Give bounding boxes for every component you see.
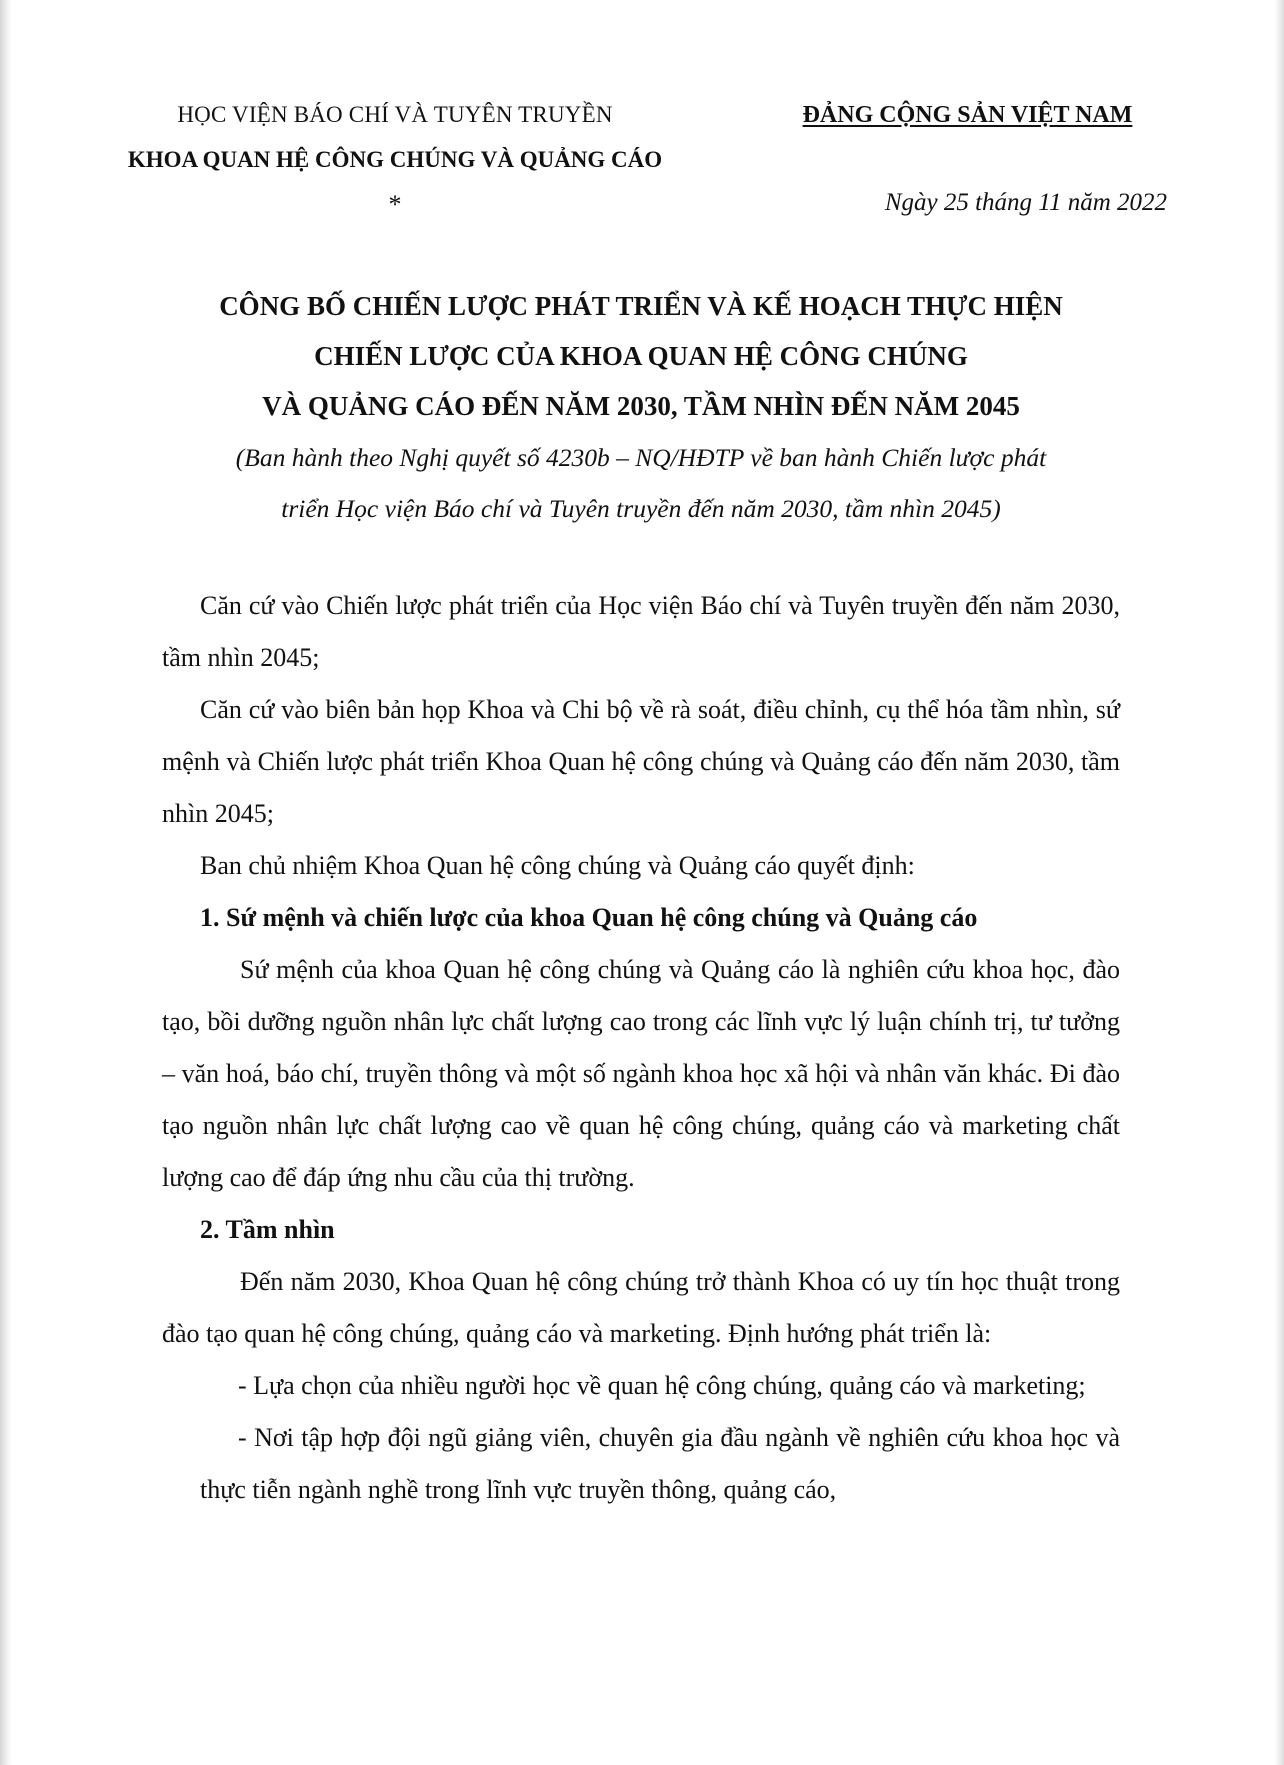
paragraph-basis-1: Căn cứ vào Chiến lược phát triển của Học viện Báo chí và Tuyên truyền đến năm 2030, tầm nhìn 2045; <box>162 591 1120 672</box>
subtitle-line-2: triển Học viện Báo chí và Tuyên truyền đến năm 2030, tầm nhìn 2045) <box>281 494 1001 523</box>
section-heading-vision: 2. Tầm nhìn <box>200 1215 335 1244</box>
subtitle-line-1: (Ban hành theo Nghị quyết số 4230b – NQ/HĐTP về ban hành Chiến lược phát <box>235 443 1047 472</box>
section-heading-mission: 1. Sứ mệnh và chiến lược của khoa Quan hệ công chúng và Quảng cáo <box>200 903 978 932</box>
party-block <box>760 100 1175 218</box>
star-separator: * <box>388 190 402 219</box>
document-body <box>162 580 1120 1516</box>
faculty-name: KHOA QUAN HỆ CÔNG CHÚNG VÀ QUẢNG CÁO <box>127 147 663 172</box>
title-line-1: CÔNG BỐ CHIẾN LƯỢC PHÁT TRIỂN VÀ KẾ HOẠCH THỰC HIỆN <box>219 291 1063 321</box>
paragraph-mission: Sứ mệnh của khoa Quan hệ công chúng và Quảng cáo là nghiên cứu khoa học, đào tạo, bồi dưỡng nguồn nhân lực chất lượng cao trong các lĩnh vực lý luận chính trị, tư tưởng – văn hoá, báo chí, truyền thông và một số ngành khoa học xã hội và nhân văn khác. Đi đào tạo nguồn nhân lực chất lượng cao về quan hệ công chúng, quảng cáo và marketing chất lượng cao để đáp ứng nhu cầu của thị trường. <box>162 955 1120 1192</box>
bullet-item-1: - Lựa chọn của nhiều người học về quan hệ công chúng, quảng cáo và marketing; <box>238 1371 1086 1400</box>
bullet-item-2: - Nơi tập hợp đội ngũ giảng viên, chuyên gia đầu ngành về nghiên cứu khoa học và thực tiễn ngành nghề trong lĩnh vực truyền thông, quảng cáo, <box>200 1423 1120 1504</box>
document-date: Ngày 25 tháng 11 năm 2022 <box>884 189 1167 216</box>
party-name: ĐẢNG CỘNG SẢN VIỆT NAM <box>802 102 1133 128</box>
document-subtitle <box>100 432 1182 534</box>
institute-name: HỌC VIỆN BÁO CHÍ VÀ TUYÊN TRUYỀN <box>177 102 613 127</box>
issuer-block <box>70 100 720 220</box>
page-edge-left <box>0 0 12 1765</box>
paragraph-vision: Đến năm 2030, Khoa Quan hệ công chúng trở thành Khoa có uy tín học thuật trong đào tạo quan hệ công chúng, quảng cáo và marketing. Định hướng phát triển là: <box>162 1267 1120 1348</box>
paragraph-basis-2: Căn cứ vào biên bản họp Khoa và Chi bộ về rà soát, điều chỉnh, cụ thể hóa tầm nhìn, sứ mệnh và Chiến lược phát triển Khoa Quan hệ công chúng và Quảng cáo đến năm 2030, tầm nhìn 2045; <box>162 695 1120 828</box>
title-line-3: VÀ QUẢNG CÁO ĐẾN NĂM 2030, TẦM NHÌN ĐẾN NĂM 2045 <box>262 391 1020 421</box>
page-edge-right <box>1274 0 1284 1765</box>
document-title <box>100 281 1182 431</box>
paragraph-decision: Ban chủ nhiệm Khoa Quan hệ công chúng và Quảng cáo quyết định: <box>200 851 915 880</box>
title-line-2: CHIẾN LƯỢC CỦA KHOA QUAN HỆ CÔNG CHÚNG <box>314 341 968 371</box>
